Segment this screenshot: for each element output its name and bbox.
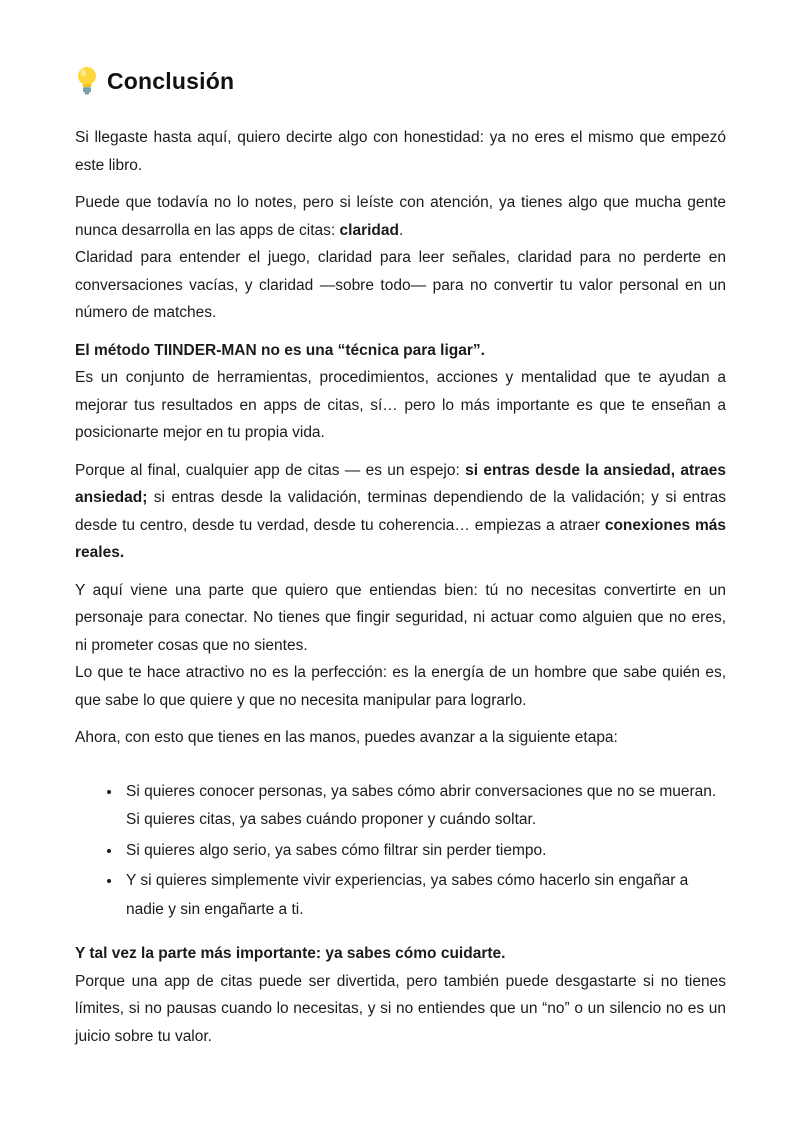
bullet-list [75, 778, 726, 925]
text-run: Si quieres conocer personas, ya sabes cómo abrir conversaciones que no se mueran. [126, 782, 717, 800]
text-run: Si quieres algo serio, ya sabes cómo filtrar sin perder tiempo. [126, 841, 547, 859]
paragraph-autenticidad [75, 577, 726, 715]
text-run: Es un conjunto de herramientas, procedimientos, acciones y mentalidad que te ayudan a mejorar tus resultados en apps de citas, sí… pero lo más importante es que te enseñan a posicionarte mejor en tu propia vida. [75, 369, 726, 441]
text-run: Porque al final, cualquier app de citas — es un espejo: [75, 461, 466, 479]
paragraph-siguiente-etapa [75, 724, 726, 752]
paragraph-espejo [75, 457, 726, 567]
paragraph-intro [75, 124, 726, 179]
text-run-bold: El método TIINDER-MAN no es una “técnica para ligar”. [75, 341, 485, 359]
text-run: Lo que te hace atractivo no es la perfección: es la energía de un hombre que sabe quién es, que sabe lo que quiere y que no necesita manipular para lograrlo. [75, 664, 726, 709]
list-item [122, 837, 726, 866]
text-run: Porque una app de citas puede ser divertida, pero también puede desgastarte si no tienes límites, si no pausas cuando lo necesitas, y si no entiendes que un “no” o un silencio no es un juicio sobre tu valor. [75, 972, 726, 1045]
text-run: Si llegaste hasta aquí, quiero decirte algo con honestidad: ya no eres el mismo que empezó este libro. [75, 129, 726, 174]
text-run: Claridad para entender el juego, claridad para leer señales, claridad para no perderte en conversaciones vacías, y claridad —sobre todo— para no convertir tu valor personal en un número de matches. [75, 249, 726, 321]
page-title [75, 64, 726, 98]
paragraph-cuidarte [75, 940, 726, 1050]
text-run-bold: conexiones más reales. [75, 516, 727, 561]
text-run: Puede que todavía no lo notes, pero si leíste con atención, ya tienes algo que mucha gente nunca desarrolla en las apps de citas: [75, 194, 726, 239]
paragraph-claridad [75, 189, 726, 327]
page-title-text: Conclusión [107, 68, 235, 94]
text-run: Ahora, con esto que tienes en las manos, puedes avanzar a la siguiente etapa: [75, 729, 618, 746]
text-run: Si quieres citas, ya sabes cuándo proponer y cuándo soltar. [126, 811, 537, 828]
text-run: si entras desde la validación, terminas dependiendo de la validación; y si entras desde tu centro, desde tu verdad, desde tu coherencia… empiezas a atraer [75, 489, 726, 534]
text-run-bold: si entras desde la ansiedad, atraes ansiedad; [75, 461, 726, 506]
text-run-bold: Y tal vez la parte más importante: ya sabes cómo cuidarte. [75, 945, 506, 962]
text-run: Y si quieres simplemente vivir experiencias, ya sabes cómo hacerlo sin engañar a nadie y sin engañarte a ti. [126, 872, 689, 918]
list-item [122, 778, 726, 835]
paragraph-metodo [75, 337, 726, 447]
text-run-bold: claridad [339, 221, 399, 239]
lightbulb-icon [75, 66, 99, 96]
list-item [122, 867, 726, 924]
text-run: Y aquí viene una parte que quiero que entiendas bien: tú no necesitas convertirte en un personaje para conectar. No tienes que fingir seguridad, ni actuar como alguien que no eres, ni prometer cosas que no sientes. [75, 581, 726, 654]
text-run: . [398, 221, 404, 239]
